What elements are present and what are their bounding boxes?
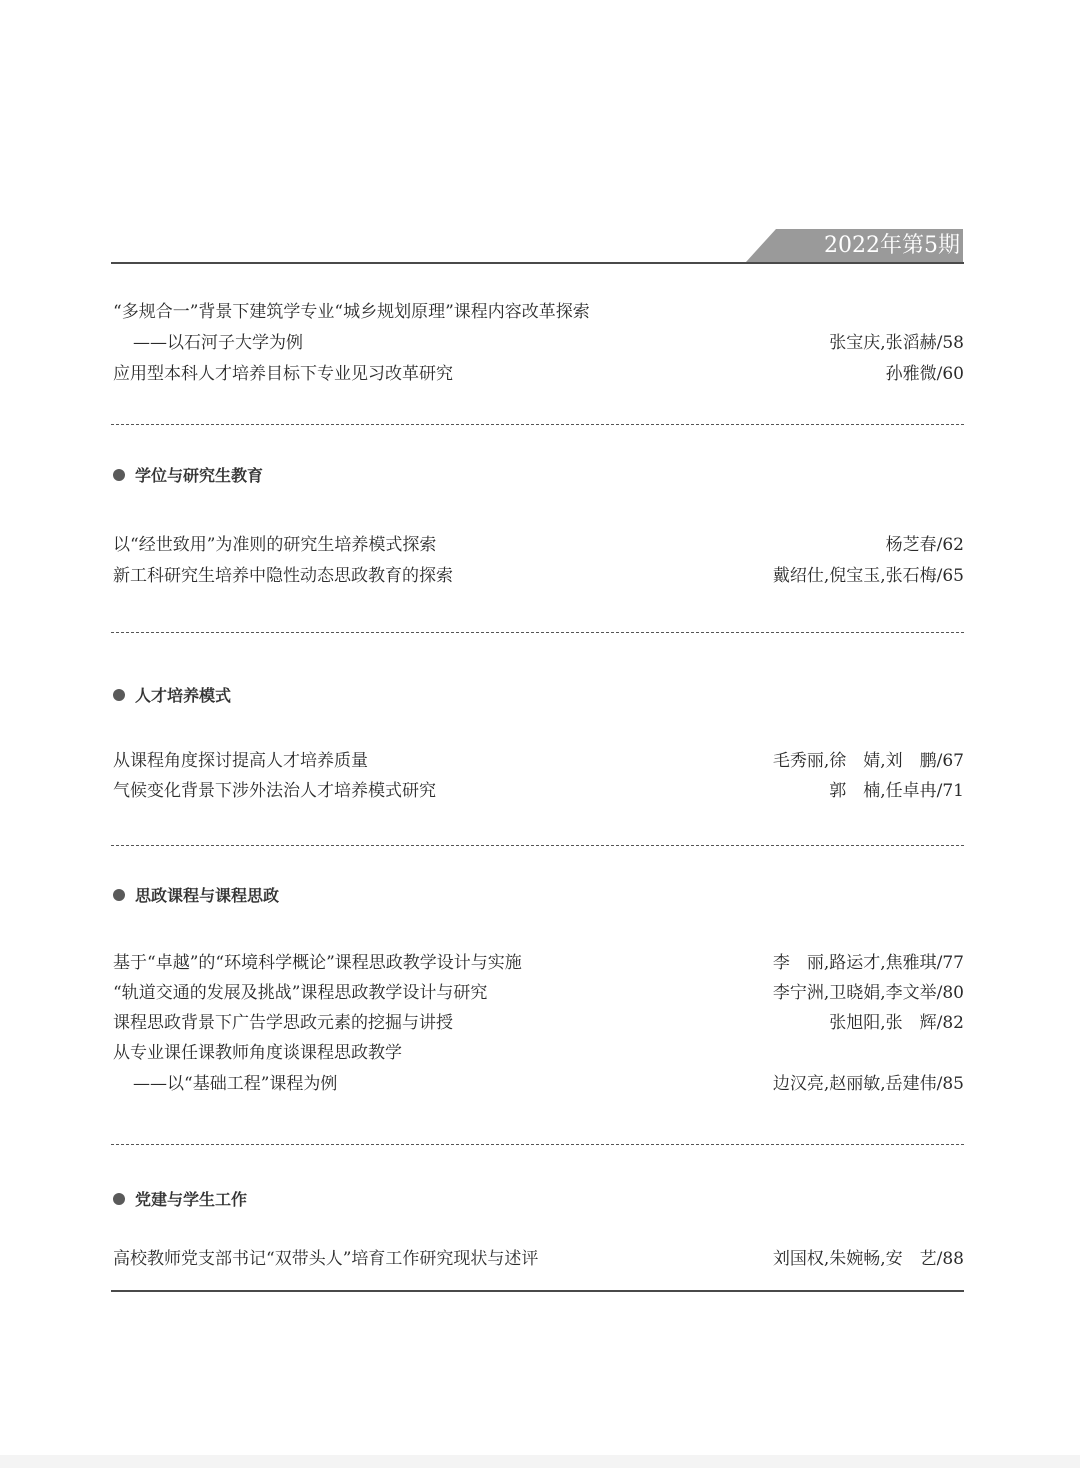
entry-author-page: 毛秀丽,徐 婧,刘 鹏/67 — [772, 751, 964, 771]
entry-title: “多规合一”背景下建筑学专业“城乡规划原理”课程内容改革探索 — [113, 302, 590, 322]
section-divider — [111, 1144, 964, 1145]
bullet-icon — [113, 1193, 125, 1205]
section-divider — [111, 845, 964, 846]
section-divider — [111, 424, 964, 425]
entry-title: 新工科研究生培养中隐性动态思政教育的探索 — [113, 566, 453, 586]
section-heading: 党建与学生工作 — [113, 1187, 247, 1213]
toc-entry[interactable] — [113, 361, 964, 387]
section-heading: 思政课程与课程思政 — [113, 883, 279, 909]
entry-author-page: 戴绍仕,倪宝玉,张石梅/65 — [772, 566, 964, 586]
entry-title: 基于“卓越”的“环境科学概论”课程思政教学设计与实施 — [113, 953, 522, 973]
footer-band — [0, 1455, 1080, 1468]
entry-title: 从课程角度探讨提高人才培养质量 — [113, 751, 368, 771]
toc-entry[interactable] — [113, 1246, 964, 1272]
entry-author-page: 刘国权,朱婉畅,安 艺/88 — [772, 1249, 964, 1269]
entry-title: 课程思政背景下广告学思政元素的挖掘与讲授 — [113, 1013, 453, 1033]
entry-title: 气候变化背景下涉外法治人才培养模式研究 — [113, 781, 436, 801]
section-heading: 人才培养模式 — [113, 683, 231, 709]
toc-entry[interactable] — [113, 950, 964, 976]
toc-entry[interactable] — [113, 980, 964, 1006]
toc-entry[interactable] — [113, 563, 964, 589]
entry-author-page: 郭 楠,任卓冉/71 — [829, 781, 964, 801]
entry-title: 以“经世致用”为准则的研究生培养模式探索 — [113, 535, 437, 555]
entry-author-page: 杨芝春/62 — [885, 535, 964, 555]
entry-title: 高校教师党支部书记“双带头人”培育工作研究现状与述评 — [113, 1249, 539, 1269]
entry-author-page: 李 丽,路运才,焦雅琪/77 — [772, 953, 964, 973]
entry-author-page: 张旭阳,张 辉/82 — [829, 1013, 964, 1033]
bullet-icon — [113, 689, 125, 701]
bullet-icon — [113, 469, 125, 481]
toc-entry-subtitle[interactable] — [133, 330, 964, 356]
bottom-rule — [111, 1290, 964, 1292]
section-heading: 学位与研究生教育 — [113, 463, 263, 489]
toc-entry[interactable] — [113, 532, 964, 558]
entry-title: “轨道交通的发展及挑战”课程思政教学设计与研究 — [113, 983, 488, 1003]
toc-entry[interactable] — [113, 748, 964, 774]
section-divider — [111, 632, 964, 633]
toc-entry[interactable] — [113, 1040, 964, 1066]
toc-entry[interactable] — [113, 299, 964, 325]
entry-subtitle: ——以石河子大学为例 — [133, 333, 303, 353]
bullet-icon — [113, 889, 125, 901]
toc-entry[interactable] — [113, 1010, 964, 1036]
toc-entry-subtitle[interactable] — [133, 1071, 964, 1097]
entry-title: 从专业课任课教师角度谈课程思政教学 — [113, 1043, 402, 1063]
entry-author-page: 边汉亮,赵丽敏,岳建伟/85 — [772, 1074, 964, 1094]
entry-author-page: 李宁洲,卫晓娟,李文举/80 — [772, 983, 964, 1003]
issue-label: 2022年第5期 — [824, 233, 960, 258]
entry-author-page: 张宝庆,张滔赫/58 — [829, 333, 964, 353]
header-rule — [111, 262, 964, 264]
toc-entry[interactable] — [113, 778, 964, 804]
entry-subtitle: ——以“基础工程”课程为例 — [133, 1074, 338, 1094]
entry-title: 应用型本科人才培养目标下专业见习改革研究 — [113, 364, 453, 384]
entry-author-page: 孙雅微/60 — [885, 364, 964, 384]
